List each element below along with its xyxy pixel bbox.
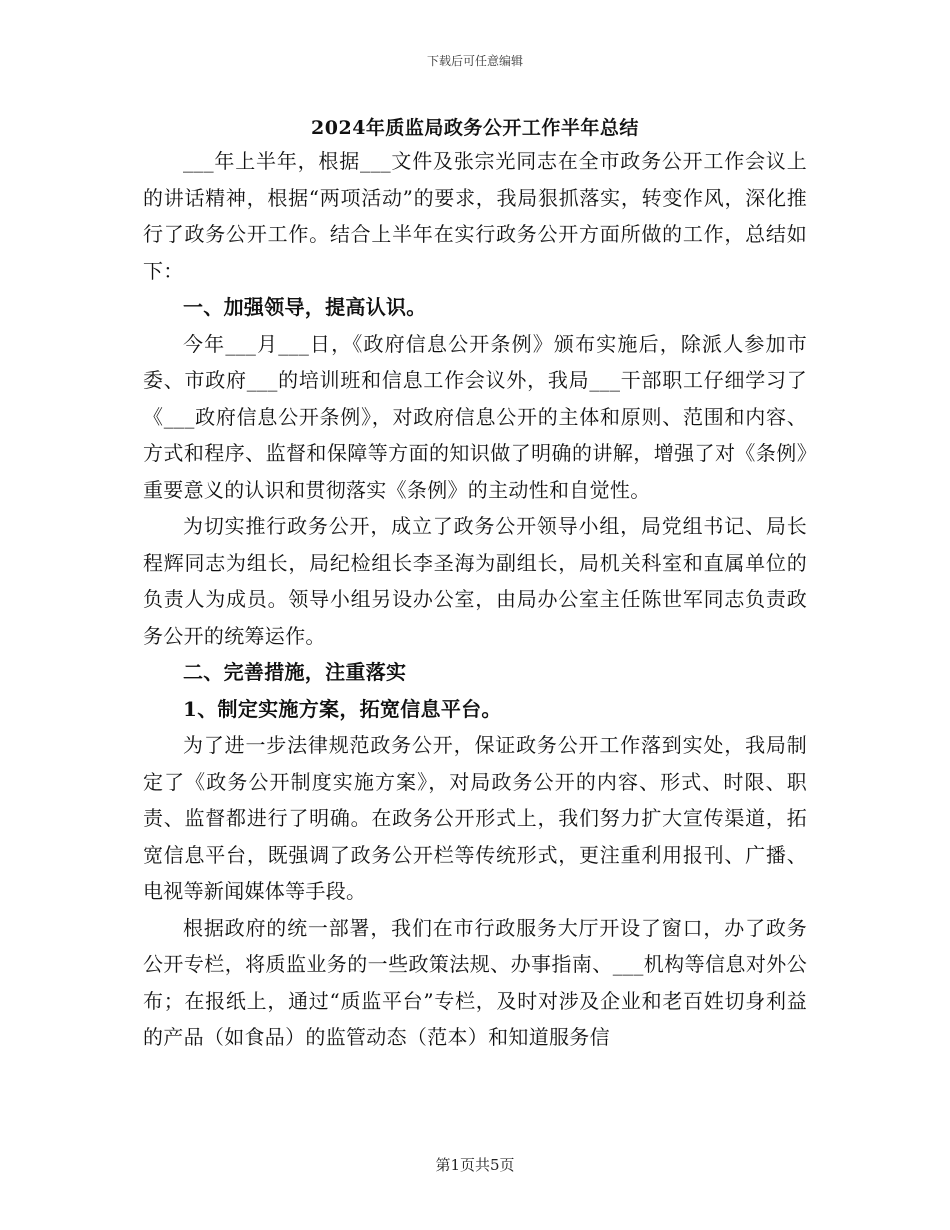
subsection-heading-2-1: 1、制定实施方案，拓宽信息平台。 — [183, 696, 502, 721]
paragraph-implementation-plan: 为了进一步法律规范政务公开，保证政务公开工作落到实处，我局制定了《政务公开制度实施方案》，对局政务公开的内容、形式、时限、职责、监督都进行了明确。在政务公开形式上，我们努力扩大宣传渠道，拓宽信息平台，既强调了政务公开栏等传统形式，更注重利用报刊、广播、电视等新闻媒体等手段。 — [143, 733, 807, 903]
header-note: 下载后可任意编辑 — [426, 54, 523, 68]
paragraph-service-window: 根据政府的统一部署，我们在市行政服务大厅开设了窗口，办了政务公开专栏，将质监业务的一些政策法规、办事指南、___机构等信息对外公布；在报纸上，通过“质监平台”专栏，及时对涉及企业和老百姓切身利益的产品（如食品）的监管动态（范本）和知道服务信 — [143, 915, 807, 1049]
section-heading-2: 二、完善措施，注重落实 — [183, 660, 407, 684]
page-number-footer: 第1页共5页 — [435, 1156, 515, 1174]
paragraph-leadership-group: 为切实推行政务公开，成立了政务公开领导小组，局党组书记、局长程辉同志为组长，局纪检组长李圣海为副组长，局机关科室和直属单位的负责人为成员。领导小组另设办公室，由局办公室主任陈世军同志负责政务公开的统筹运作。 — [143, 514, 807, 648]
paragraph-regulation-study: 今年___月___日，《政府信息公开条例》颁布实施后，除派人参加市委、市政府___的培训班和信息工作会议外，我局___干部职工仔细学习了《___政府信息公开条例》，对政府信息公开的主体和原则、范围和内容、方式和程序、监督和保障等方面的知识做了明确的讲解，增强了对《条例》重要意义的认识和贯彻落实《条例》的主动性和自觉性。 — [143, 331, 807, 502]
paragraph-intro: ___年上半年，根据___文件及张宗光同志在全市政务公开工作会议上的讲话精神，根据“两项活动”的要求，我局狠抓落实，转变作风，深化推行了政务公开工作。结合上半年在实行政务公开方面所做的工作，总结如下： — [143, 149, 807, 283]
document-title: 2024年质监局政务公开工作半年总结 — [311, 117, 639, 139]
document-body — [143, 143, 807, 1056]
section-heading-1: 一、加强领导，提高认识。 — [183, 295, 427, 319]
